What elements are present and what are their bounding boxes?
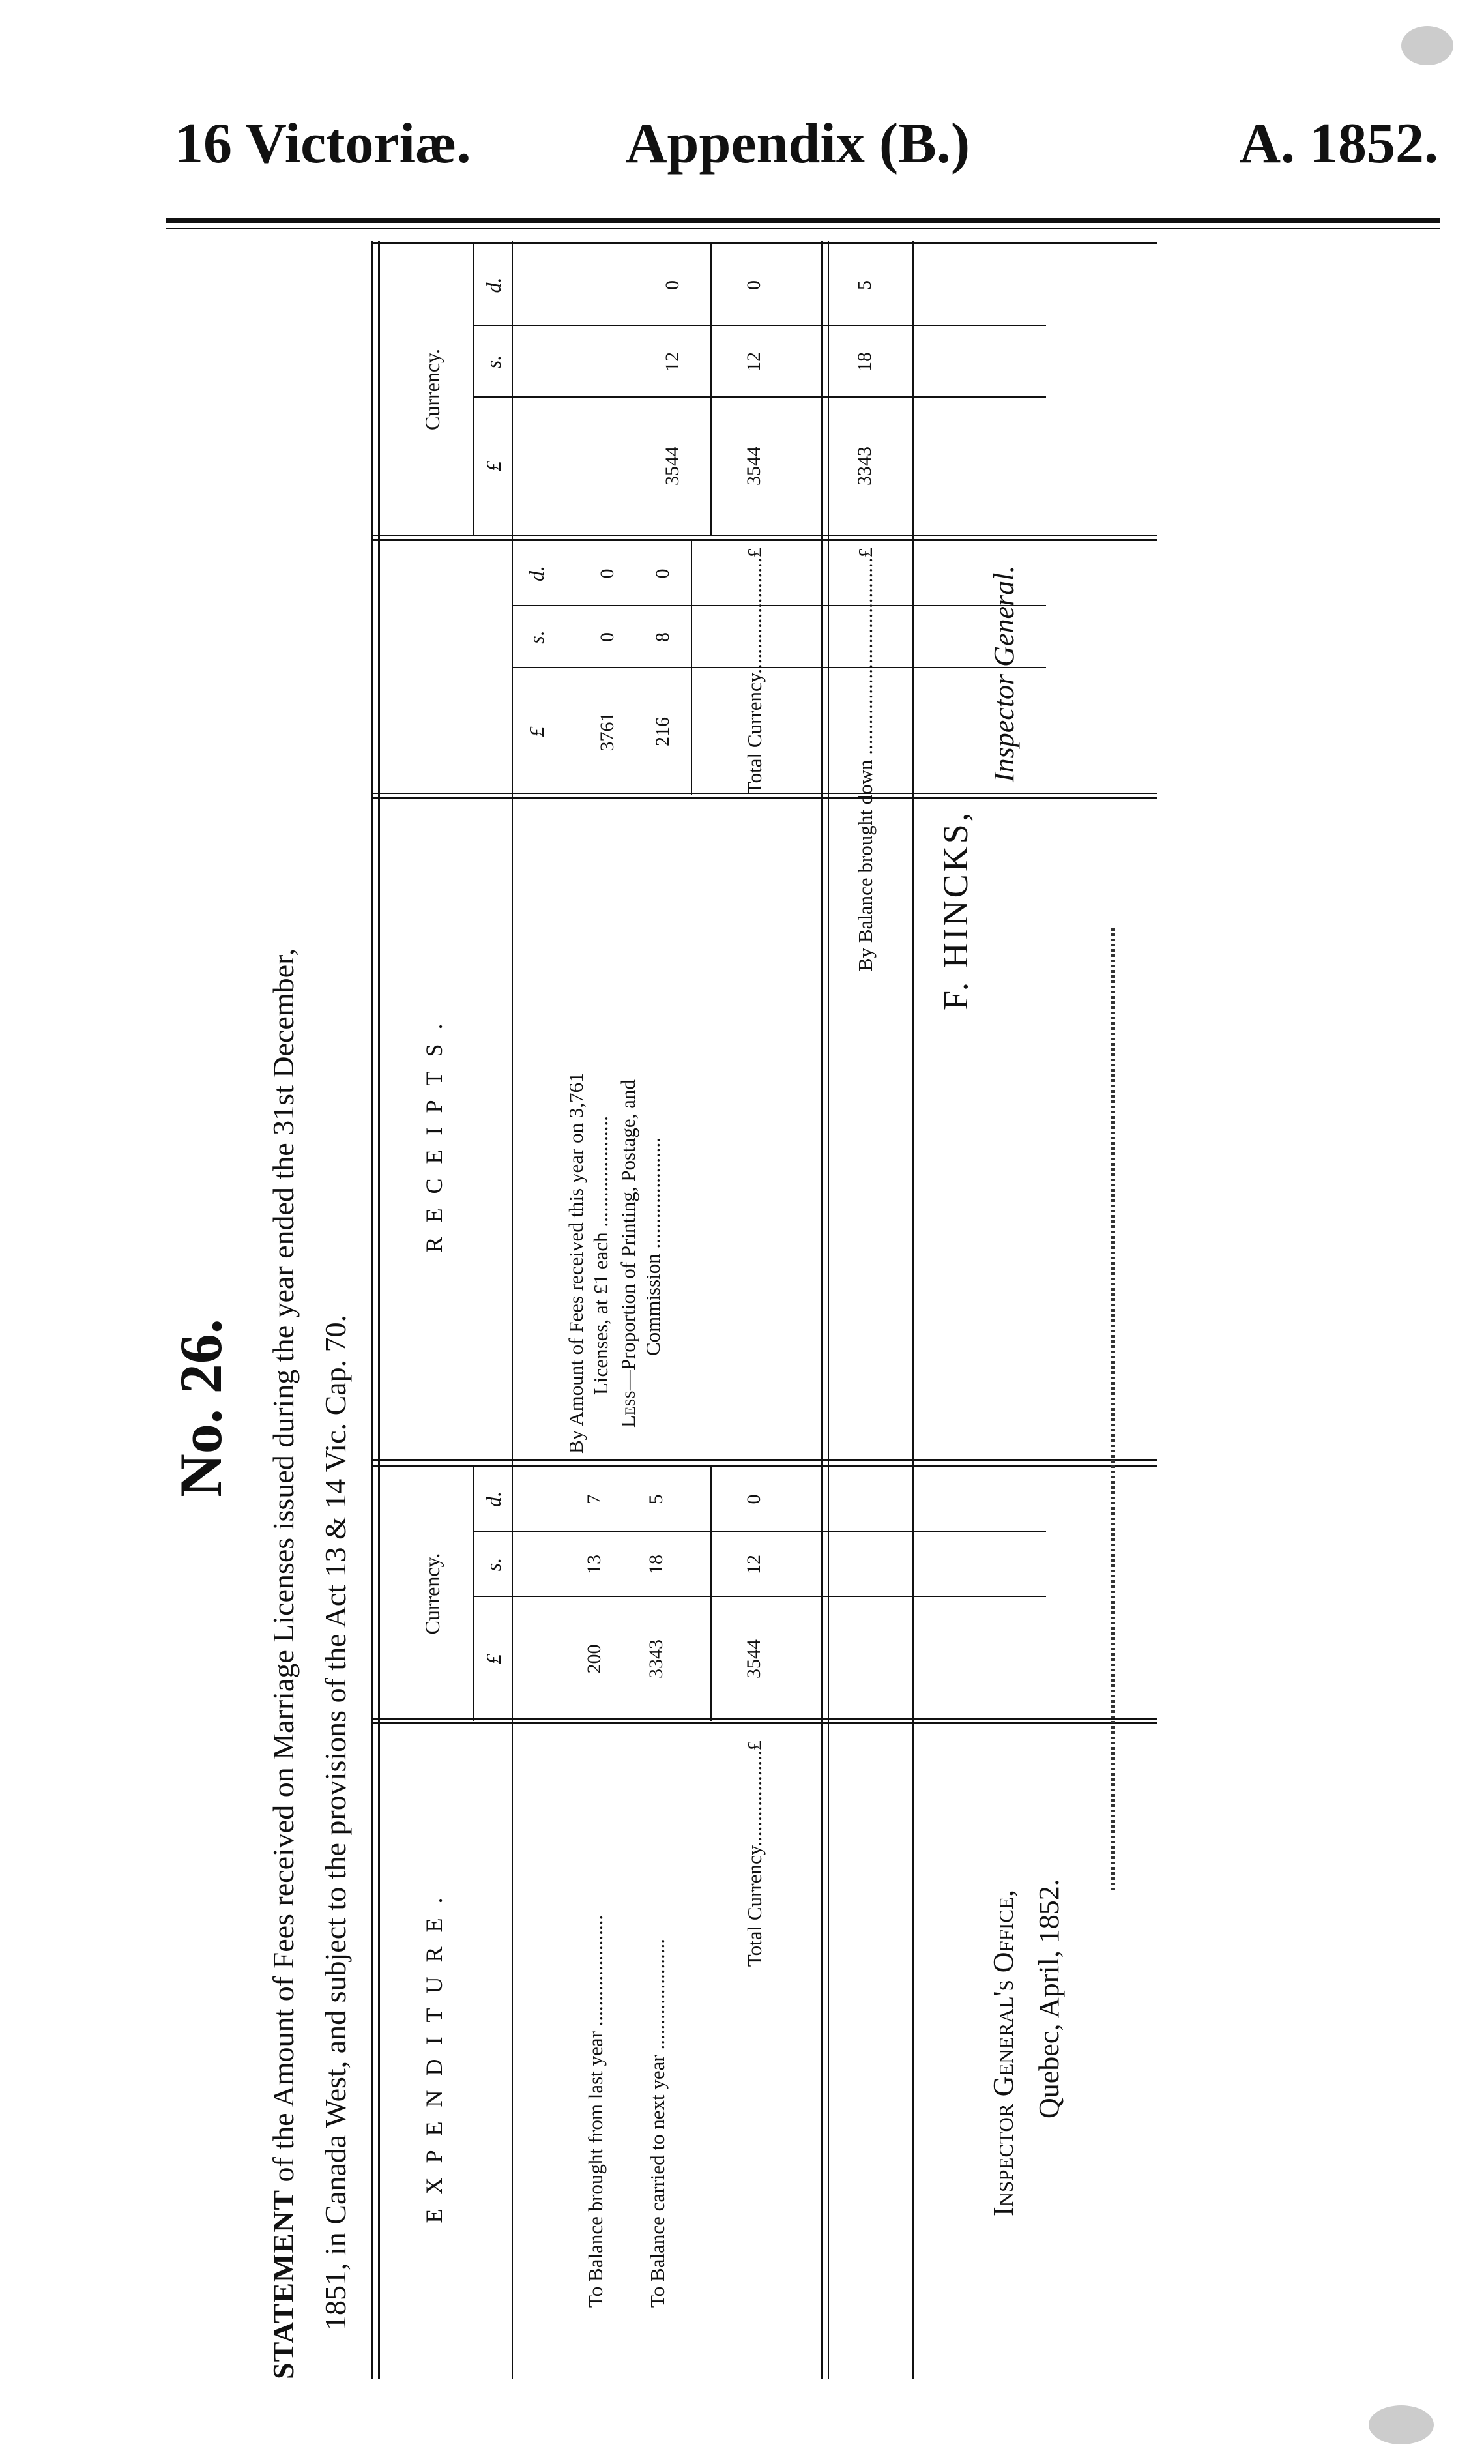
document-number: No. 26. — [167, 1319, 234, 1497]
receipts-unit-shillings: s. — [482, 355, 505, 369]
receipts-fees-line-2: Licenses, at £1 each ...................... — [589, 1116, 612, 1395]
header-right: A. 1852. — [1239, 112, 1438, 175]
receipts-total-shillings: 12 — [743, 352, 764, 372]
expenditure-unit-pence: d. — [482, 1491, 505, 1507]
receipts-currency-rule-2 — [371, 535, 1157, 536]
receipts-detail-unit-shillings: s. — [525, 630, 548, 644]
balance-shillings: 18 — [854, 352, 875, 372]
receipts-sum-rule — [710, 244, 712, 535]
receipts-unit-pence: d. — [482, 277, 505, 293]
receipts-detail-unit-pence: d. — [525, 566, 548, 581]
receipts-total-pence: 0 — [743, 280, 764, 290]
expenditure-total-pounds: 3544 — [743, 1639, 764, 1679]
wavy-rule — [1111, 926, 1115, 1890]
receipts-less-word: Less — [617, 1390, 639, 1428]
receipts-fees-line-1: By Amount of Fees received this year on 3,761 — [564, 1072, 587, 1454]
statement-line-1-text: of the Amount of Fees received on Marriage Licenses issued during the year ended the 31st December, — [267, 948, 300, 2190]
receipts-net-pence: 0 — [662, 280, 683, 290]
office-date: Quebec, April, 1852. — [1033, 1879, 1065, 2119]
receipts-less-shillings: 8 — [652, 632, 673, 642]
receipts-less-line-2: Commission ...................... — [641, 1137, 664, 1356]
totals-rule — [821, 241, 823, 2379]
expenditure-total-shillings: 12 — [743, 1555, 764, 1574]
receipts-fees-label — [564, 802, 613, 1454]
header-left: 16 Victoriæ. — [175, 112, 471, 175]
expenditure-row-2-shillings: 18 — [645, 1555, 667, 1574]
header-rule-thick — [166, 218, 1440, 223]
expenditure-row-2-pence: 5 — [645, 1494, 667, 1504]
receipts-detail-unit-pounds: £ — [525, 726, 548, 737]
signature-name: F. HINCKS, — [936, 810, 975, 1010]
receipts-fees-pence: 0 — [596, 568, 618, 579]
expenditure-heading: EXPENDITURE. — [421, 1883, 447, 2223]
receipts-unit-pounds: £ — [482, 461, 505, 471]
expenditure-total-label: Total Currency...................£ — [743, 1740, 766, 1967]
receipts-currency-subrule — [473, 244, 474, 535]
header-center: Appendix (B.) — [626, 112, 970, 175]
expenditure-unit-shillings: s. — [482, 1557, 505, 1572]
receipts-fees-shillings: 0 — [596, 632, 618, 642]
receipts-less-pounds: 216 — [652, 717, 673, 746]
expenditure-row-1-pounds: 200 — [583, 1644, 605, 1674]
table-heading-rule — [512, 241, 513, 2379]
expenditure-row-2-label: To Balance carried to next year ...................... — [646, 1939, 669, 2308]
expenditure-row-1-label: To Balance brought from last year ...................... — [584, 1914, 607, 2308]
office-name: Inspector General's Office, — [987, 1890, 1019, 2216]
statement-line-2: 1851, in Canada West, and subject to the provisions of the Act 13 & 14 Vic. Cap. 70. — [319, 1314, 352, 2330]
expenditure-sum-rule — [710, 1467, 712, 1721]
receipts-net-shillings: 12 — [662, 352, 683, 372]
receipts-currency-heading: Currency. — [420, 349, 444, 430]
receipts-less-line-1 — [616, 802, 641, 1454]
receipts-heading: RECEIPTS. — [421, 1009, 447, 1253]
receipts-detail-sum-rule — [691, 541, 692, 795]
scan-speck-top — [1401, 26, 1453, 65]
office-block — [981, 1434, 1072, 2216]
receipts-total-pounds: 3544 — [743, 447, 764, 486]
expenditure-row-1-pence: 7 — [583, 1494, 605, 1504]
receipts-total-label: Total Currency.......................£ — [743, 548, 766, 795]
signature-title: Inspector General. — [988, 565, 1020, 782]
expenditure-row-1-shillings: 13 — [583, 1555, 605, 1574]
statement-text — [257, 319, 362, 2379]
header-rule-thin — [166, 228, 1440, 229]
expenditure-total-pence: 0 — [743, 1494, 764, 1504]
balance-label: By Balance brought down .......................................£ — [854, 548, 877, 972]
totals-rule-2 — [828, 241, 829, 2379]
expenditure-row-2-pounds: 3343 — [645, 1639, 667, 1679]
scan-speck-bottom — [1369, 2405, 1434, 2444]
receipts-less-pence: 0 — [652, 568, 673, 579]
statement-lead: STATEMENT — [267, 2189, 300, 2379]
statement-line-1 — [257, 319, 310, 2379]
expenditure-currency-subrule — [473, 1467, 474, 1721]
balance-pounds: 3343 — [854, 447, 875, 486]
expenditure-unit-pounds: £ — [482, 1654, 505, 1664]
receipts-less-text: —Proportion of Printing, Postage, and — [617, 1079, 639, 1391]
expenditure-currency-heading: Currency. — [420, 1553, 444, 1635]
table-bottom-rule — [912, 241, 914, 2379]
table-top-rule — [371, 241, 373, 2379]
rotated-body — [166, 241, 1440, 2379]
balance-pence: 5 — [854, 280, 875, 290]
page-header — [0, 111, 1484, 196]
receipts-currency-rule — [371, 539, 1157, 541]
receipts-fees-pounds: 3761 — [596, 712, 618, 752]
receipts-net-pounds: 3544 — [662, 447, 683, 486]
table-top-rule-2 — [378, 241, 380, 2379]
receipts-less-label — [616, 802, 665, 1454]
